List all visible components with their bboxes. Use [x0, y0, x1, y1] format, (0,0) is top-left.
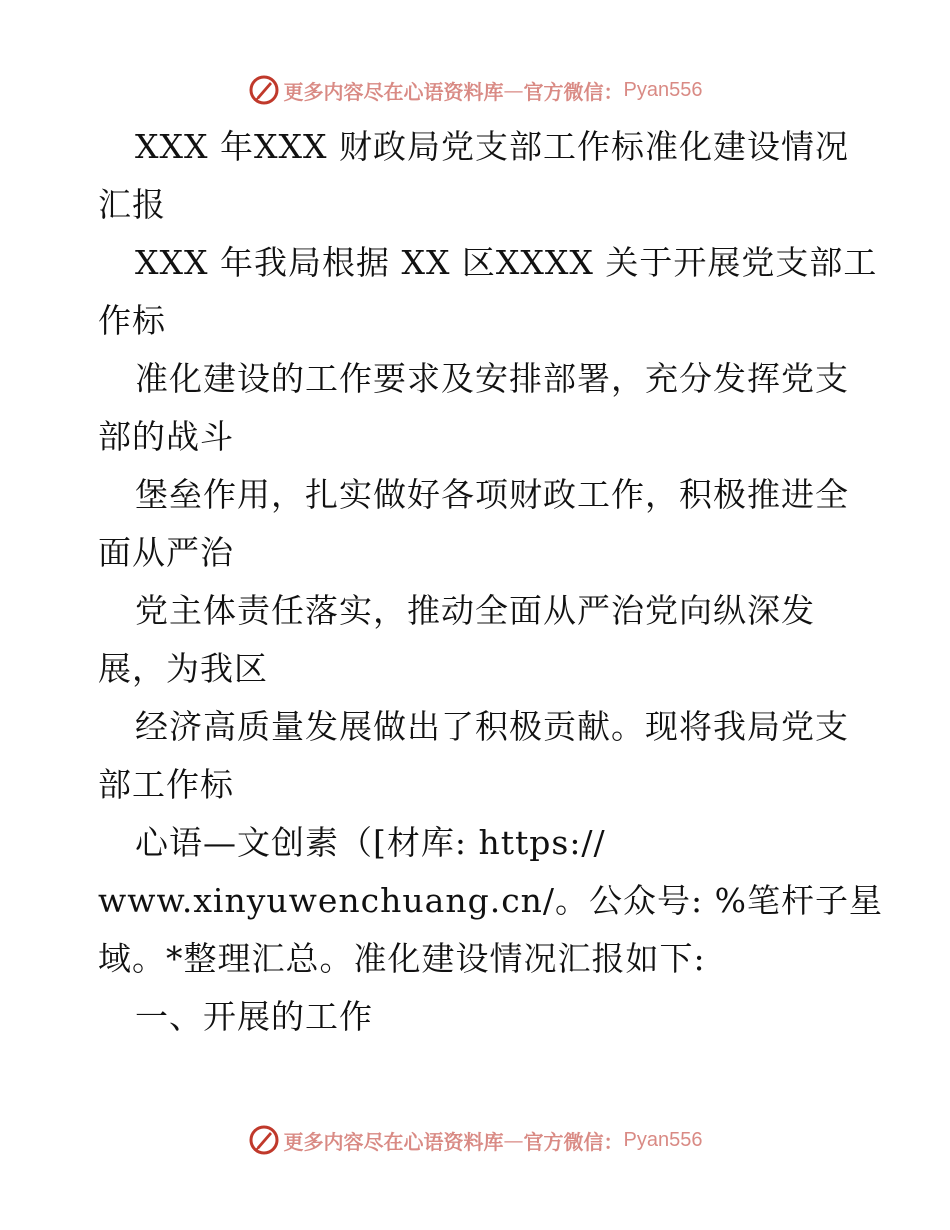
- paragraph-line: 准化建设的工作要求及安排部署，充分发挥党支: [135, 359, 849, 398]
- paragraph-line: www.xinyuwenchuang.cn/。公众号: %笔杆子星: [98, 881, 884, 920]
- banner-dash: —: [503, 78, 524, 102]
- footer-banner: [0, 1120, 950, 1160]
- banner-dash: —: [503, 1128, 524, 1152]
- paragraph-line: 堡垒作用，扎实做好各项财政工作，积极推进全: [135, 475, 849, 514]
- paragraph-line: 部的战斗: [98, 417, 234, 456]
- banner-wechat-id: Pyan556: [623, 1128, 703, 1151]
- paragraph-line: 作标: [98, 301, 166, 340]
- quill-logo-icon: [248, 1124, 280, 1156]
- document-body: [98, 118, 884, 1046]
- banner-slogan: 更多内容尽在心语资料库: [283, 1129, 504, 1154]
- paragraph-line: 面从严治: [98, 533, 234, 572]
- banner-slogan: 更多内容尽在心语资料库: [283, 79, 504, 104]
- banner-wechat-id: Pyan556: [623, 78, 703, 101]
- paragraph-line: 展，为我区: [98, 649, 268, 688]
- paragraph-line: 心语—文创素（[材库: https://: [135, 823, 606, 862]
- paragraph-line: XXX 年我局根据 XX 区XXXX 关于开展党支部工: [135, 243, 878, 282]
- quill-logo-icon: [248, 74, 280, 106]
- banner-wechat-label: 官方微信：: [523, 1129, 624, 1154]
- section-heading: 一、开展的工作: [135, 997, 373, 1036]
- paragraph-line: 经济高质量发展做出了积极贡献。现将我局党支: [135, 707, 849, 746]
- header-banner: [0, 70, 950, 110]
- paragraph-line: 党主体责任落实，推动全面从严治党向纵深发: [135, 591, 815, 630]
- paragraph-line: 部工作标: [98, 765, 234, 804]
- banner-wechat-label: 官方微信：: [523, 79, 624, 104]
- paragraph-line: 域。*整理汇总。准化建设情况汇报如下:: [98, 939, 706, 978]
- title-line-1: XXX 年XXX 财政局党支部工作标准化建设情况: [135, 127, 849, 166]
- title-line-2: 汇报: [98, 185, 166, 224]
